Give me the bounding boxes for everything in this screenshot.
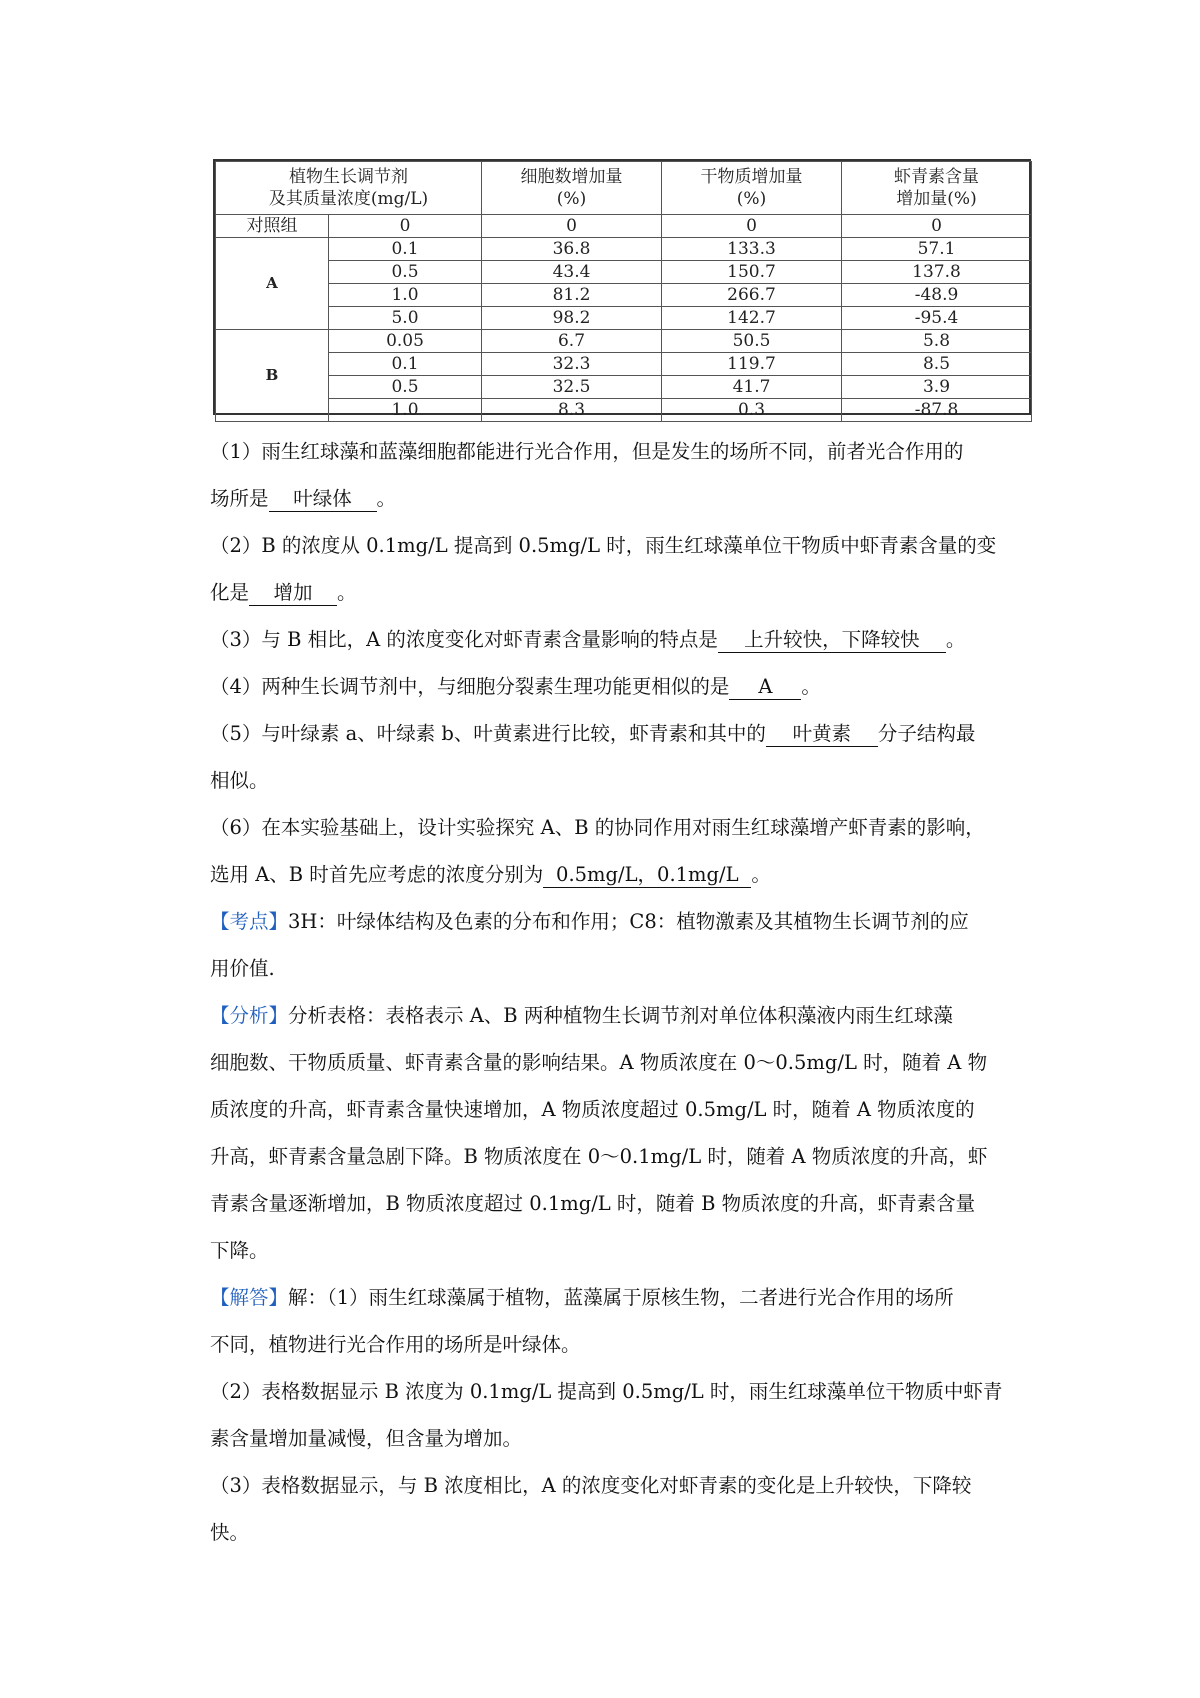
header-astaxanthin (842, 162, 1032, 215)
table-cell: 266.7 (662, 284, 842, 307)
table-row (216, 376, 1032, 399)
table-cell: 1.0 (329, 284, 482, 307)
table-cell: 119.7 (662, 353, 842, 376)
header-cells (482, 162, 662, 215)
table-row (216, 284, 1032, 307)
table-cell: 0.3 (662, 399, 842, 422)
table-cell: 36.8 (482, 238, 662, 261)
header-text: 细胞数增加量 (520, 167, 623, 187)
table-cell: 57.1 (842, 238, 1032, 261)
table-row (216, 238, 1032, 261)
answer-blank-5: 叶黄素 (766, 722, 878, 747)
control-label: 对照组 (216, 215, 329, 238)
header-text: 虾青素含量 (894, 167, 980, 187)
table-cell: 0.05 (329, 330, 482, 353)
header-dry-matter (662, 162, 842, 215)
section-text: 细胞数、干物质质量、虾青素含量的影响结果。A 物质浓度在 0～0.5mg/L 时，随着 A 物 (210, 1051, 988, 1074)
table-row (216, 399, 1032, 422)
header-text: 植物生长调节剂 (289, 167, 408, 187)
question-text: （5）与叶绿素 a、叶绿素 b、叶黄素进行比较，虾青素和其中的 (210, 722, 766, 745)
table-cell: 142.7 (662, 307, 842, 330)
table-cell: 0.5 (329, 376, 482, 399)
table-cell: 0 (329, 215, 482, 238)
table-cell: -95.4 (842, 307, 1032, 330)
answer-blank-1: 叶绿体 (269, 487, 377, 512)
question-4 (210, 663, 1032, 710)
question-text: （2）B 的浓度从 0.1mg/L 提高到 0.5mg/L 时，雨生红球藻单位干物质中虾青素含量的变 (210, 534, 997, 557)
fenxi-section (210, 992, 1032, 1274)
answer-blank-6: 0.5mg/L，0.1mg/L (543, 863, 751, 888)
question-3 (210, 616, 1032, 663)
table-cell: 0 (842, 215, 1032, 238)
table-cell: 1.0 (329, 399, 482, 422)
question-text: 分子结构最 (877, 722, 976, 745)
answer-3-explanation (210, 1462, 1032, 1556)
table-cell: 32.3 (482, 353, 662, 376)
answer-2-explanation (210, 1368, 1032, 1462)
table-cell: 0 (482, 215, 662, 238)
table-cell: 32.5 (482, 376, 662, 399)
table-cell: 8.5 (842, 353, 1032, 376)
table-cell: -48.9 (842, 284, 1032, 307)
table-cell: 0.1 (329, 353, 482, 376)
table-cell: 5.8 (842, 330, 1032, 353)
section-text: （3）表格数据显示，与 B 浓度相比，A 的浓度变化对虾青素的变化是上升较快，下降较 (210, 1474, 972, 1497)
section-text: 青素含量逐渐增加，B 物质浓度超过 0.1mg/L 时，随着 B 物质浓度的升高，虾青素含量 (210, 1192, 976, 1215)
results-table (215, 161, 1032, 422)
question-text: 。 (945, 628, 966, 651)
section-text: 3H：叶绿体结构及色素的分布和作用；C8：植物激素及其植物生长调节剂的应 (288, 910, 969, 933)
answer-blank-2: 增加 (249, 581, 337, 606)
table-cell: 41.7 (662, 376, 842, 399)
question-text: 。 (751, 863, 771, 886)
table-cell: 5.0 (329, 307, 482, 330)
answer-blank-4: A (729, 675, 801, 700)
table-cell: 3.9 (842, 376, 1032, 399)
table-row-control (216, 215, 1032, 238)
question-text: 选用 A、B 时首先应考虑的浓度分别为 (210, 863, 544, 886)
question-6 (210, 804, 1032, 898)
section-text: 不同，植物进行光合作用的场所是叶绿体。 (210, 1333, 581, 1356)
table-cell: 0.5 (329, 261, 482, 284)
group-label-b: B (216, 330, 329, 422)
table-cell: 0 (662, 215, 842, 238)
question-text: 场所是 (210, 487, 269, 510)
section-text: 分析表格：表格表示 A、B 两种植物生长调节剂对单位体积藻液内雨生红球藻 (288, 1004, 953, 1027)
header-text: 及其质量浓度(mg/L) (268, 189, 429, 209)
question-text: 化是 (210, 581, 250, 604)
jieda-tag: 【解答】 (210, 1286, 289, 1309)
table-cell: 0.1 (329, 238, 482, 261)
question-text: （4）两种生长调节剂中，与细胞分裂素生理功能更相似的是 (210, 675, 730, 698)
table-row (216, 261, 1032, 284)
fenxi-tag: 【分析】 (210, 1004, 289, 1027)
data-table (213, 159, 1031, 420)
question-text: 。 (337, 581, 357, 604)
section-text: 素含量增加量减慢，但含量为增加。 (210, 1427, 523, 1450)
header-regulator (216, 162, 482, 215)
table-cell: 98.2 (482, 307, 662, 330)
jieda-section (210, 1274, 1032, 1368)
section-text: 质浓度的升高，虾青素含量快速增加，A 物质浓度超过 0.5mg/L 时，随着 A 物质浓度的 (210, 1098, 975, 1121)
table-cell: 50.5 (662, 330, 842, 353)
table-cell: 6.7 (482, 330, 662, 353)
question-text: 。 (801, 675, 821, 698)
table-cell: 81.2 (482, 284, 662, 307)
table-row (216, 307, 1032, 330)
kaodian-section (210, 898, 1032, 992)
table-row (216, 330, 1032, 353)
table-cell: 137.8 (842, 261, 1032, 284)
header-text: (%) (556, 189, 587, 209)
section-text: 升高，虾青素含量急剧下降。B 物质浓度在 0～0.1mg/L 时，随着 A 物质浓度的升高，虾 (210, 1145, 988, 1168)
section-text: 下降。 (210, 1239, 269, 1262)
question-text: 相似。 (210, 769, 269, 792)
kaodian-tag: 【考点】 (210, 910, 289, 933)
question-text: 。 (376, 487, 397, 510)
question-text: （6）在本实验基础上，设计实验探究 A、B 的协同作用对雨生红球藻增产虾青素的影响， (210, 816, 985, 839)
question-2 (210, 522, 1032, 616)
section-text: 快。 (210, 1521, 250, 1544)
section-text: （2）表格数据显示 B 浓度为 0.1mg/L 提高到 0.5mg/L 时，雨生红球藻单位干物质中虾青 (210, 1380, 1003, 1403)
answer-blank-3: 上升较快，下降较快 (718, 628, 946, 653)
table-cell: 43.4 (482, 261, 662, 284)
table-cell: -87.8 (842, 399, 1032, 422)
question-5 (210, 710, 1032, 804)
question-1 (210, 428, 1032, 522)
table-row (216, 353, 1032, 376)
table-header-row (216, 162, 1032, 215)
section-text: 解：（1）雨生红球藻属于植物，蓝藻属于原核生物，二者进行光合作用的场所 (288, 1286, 954, 1309)
header-text: 干物质增加量 (700, 167, 803, 187)
table-cell: 133.3 (662, 238, 842, 261)
section-text: 用价值. (210, 957, 275, 980)
header-text: (%) (736, 189, 767, 209)
group-label-a: A (216, 238, 329, 330)
question-text: （1）雨生红球藻和蓝藻细胞都能进行光合作用，但是发生的场所不同，前者光合作用的 (210, 440, 964, 463)
question-text: （3）与 B 相比，A 的浓度变化对虾青素含量影响的特点是 (210, 628, 718, 651)
table-cell: 8.3 (482, 399, 662, 422)
header-text: 增加量(%) (896, 189, 977, 209)
table-cell: 150.7 (662, 261, 842, 284)
